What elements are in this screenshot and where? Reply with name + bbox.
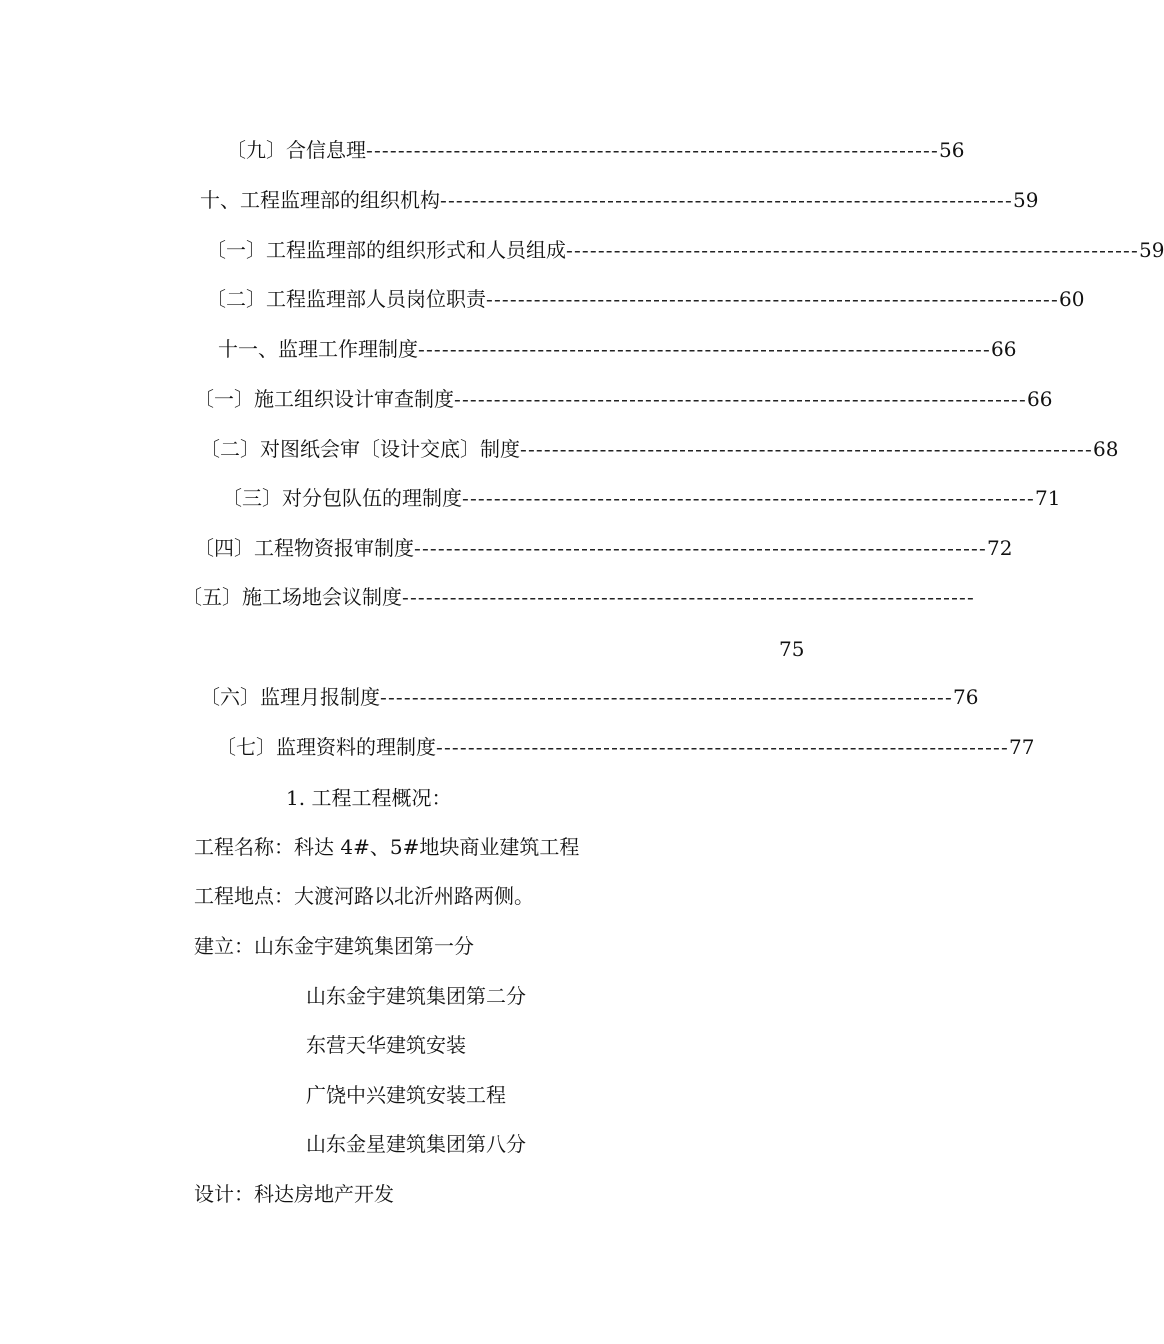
toc-page-number: 75 <box>779 637 805 661</box>
toc-entry[interactable] <box>226 136 965 164</box>
toc-page-number: 59 <box>1138 238 1164 262</box>
toc-entry[interactable] <box>194 385 1053 413</box>
designer-line: 设计：科达房地产开发 <box>194 1182 394 1206</box>
toc-entry[interactable] <box>218 335 1017 363</box>
project-name-line: 工程名称：科达 4#、5#地块商业建筑工程 <box>194 835 580 859</box>
toc-entry[interactable] <box>206 236 1164 264</box>
toc-entry[interactable] <box>216 733 1035 761</box>
toc-page-number: 66 <box>990 337 1017 361</box>
builder-item: 东营天华建筑安装 <box>306 1033 466 1057</box>
toc-entry[interactable] <box>200 683 979 711</box>
toc-leader: ------------------------------------------------------------------------ <box>566 238 1139 262</box>
toc-label: 〔七〕监理资料的理制度 <box>216 735 436 759</box>
toc-entry[interactable] <box>182 583 975 611</box>
builder-label-line: 建立：山东金宇建筑集团第一分 <box>194 934 474 958</box>
toc-label: 〔一〕工程监理部的组织形式和人员组成 <box>206 238 566 262</box>
toc-leader: ------------------------------------------------------------------------ <box>436 735 1009 759</box>
toc-label: 〔五〕施工场地会议制度 <box>182 585 402 609</box>
toc-entry[interactable] <box>206 285 1085 313</box>
toc-page-number: 56 <box>938 138 965 162</box>
toc-label: 十一、监理工作理制度 <box>218 337 418 361</box>
toc-page-number: 68 <box>1092 437 1119 461</box>
toc-leader: ------------------------------------------------------------------------ <box>414 536 987 560</box>
toc-page-number: 60 <box>1058 287 1085 311</box>
toc-leader: ------------------------------------------------------------------------ <box>454 387 1027 411</box>
toc-label: 〔六〕监理月报制度 <box>200 685 380 709</box>
toc-entry[interactable] <box>200 435 1119 463</box>
builder-item: 山东金宇建筑集团第二分 <box>306 984 526 1008</box>
toc-label: 〔四〕工程物资报审制度 <box>194 536 414 560</box>
toc-page-number: 66 <box>1026 387 1053 411</box>
toc-page-number: 72 <box>986 536 1013 560</box>
toc-label: 十、工程监理部的组织机构 <box>200 188 440 212</box>
toc-leader: ------------------------------------------------------------------------ <box>486 287 1059 311</box>
builder-item: 广饶中兴建筑安装工程 <box>306 1083 506 1107</box>
toc-leader: ------------------------------------------------------------------------ <box>380 685 953 709</box>
toc-leader: ------------------------------------------------------------------------ <box>402 585 975 609</box>
toc-leader: ------------------------------------------------------------------------ <box>418 337 991 361</box>
toc-page-number: 76 <box>952 685 979 709</box>
toc-label: 〔九〕合信息理 <box>226 138 366 162</box>
toc-entry[interactable] <box>222 484 1061 512</box>
toc-entry[interactable] <box>194 534 1013 562</box>
toc-label: 〔三〕对分包队伍的理制度 <box>222 486 462 510</box>
toc-label: 〔二〕对图纸会审〔设计交底〕制度 <box>200 437 520 461</box>
toc-label: 〔二〕工程监理部人员岗位职责 <box>206 287 486 311</box>
project-site-line: 工程地点：大渡河路以北沂州路两侧。 <box>194 884 534 908</box>
toc-page-number: 77 <box>1008 735 1035 759</box>
toc-leader: ------------------------------------------------------------------------ <box>440 188 1013 212</box>
toc-leader: ------------------------------------------------------------------------ <box>462 486 1035 510</box>
section-heading: 1. 工程工程概况： <box>286 786 452 810</box>
toc-leader: ------------------------------------------------------------------------ <box>366 138 939 162</box>
builder-item: 山东金星建筑集团第八分 <box>306 1132 526 1156</box>
toc-page-number: 59 <box>1012 188 1039 212</box>
toc-page-number: 71 <box>1034 486 1061 510</box>
toc-leader: ------------------------------------------------------------------------ <box>520 437 1093 461</box>
toc-entry[interactable] <box>200 186 1039 214</box>
toc-label: 〔一〕施工组织设计审查制度 <box>194 387 454 411</box>
